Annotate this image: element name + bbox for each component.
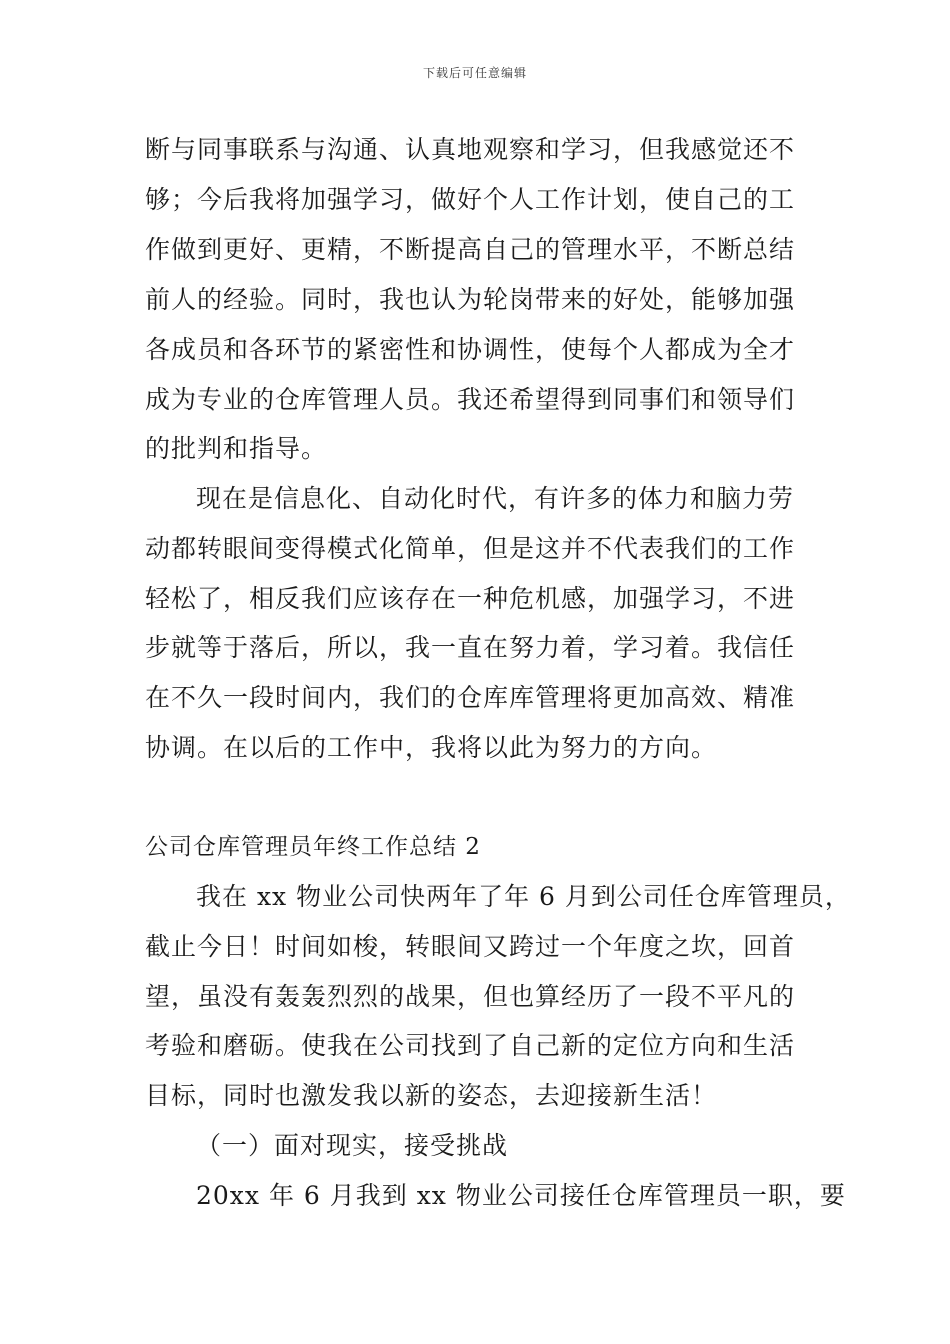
text-line: 够；今后我将加强学习，做好个人工作计划，使自己的工 [145,185,796,214]
text-line: 协调。在以后的工作中，我将以此为努力的方向。 [145,733,718,762]
text-line: 目标，同时也激发我以新的姿态，去迎接新生活！ [145,1081,718,1110]
header-note: 下载后可任意编辑 [422,66,527,80]
text-line: 望，虽没有轰轰烈烈的战果，但也算经历了一段不平凡的 [145,982,796,1011]
text-line: 断与同事联系与沟通、认真地观察和学习，但我感觉还不 [145,135,796,164]
text-line: 各成员和各环节的紧密性和协调性，使每个人都成为全才 [145,335,796,364]
section-title: 公司仓库管理员年终工作总结 2 [145,834,481,860]
subheading: （一）面对现实，接受挑战 [196,1131,509,1160]
text-line: 20xx 年 6 月我到 xx 物业公司接任仓库管理员一职，要 [196,1181,846,1210]
text-line: 现在是信息化、自动化时代，有许多的体力和脑力劳 [196,484,795,513]
text-line: 的批判和指导。 [145,434,328,463]
text-line: 轻松了，相反我们应该存在一种危机感，加强学习，不进 [145,584,796,613]
text-line: 截止今日！时间如梭，转眼间又跨过一个年度之坎，回首 [145,932,796,961]
text-line: 成为专业的仓库管理人员。我还希望得到同事们和领导们 [145,385,796,414]
text-line: 我在 xx 物业公司快两年了年 6 月到公司任仓库管理员， [196,882,851,911]
text-line: 考验和磨砺。使我在公司找到了自己新的定位方向和生活 [145,1031,796,1060]
text-line: 在不久一段时间内，我们的仓库库管理将更加高效、精准 [145,683,796,712]
text-line: 动都转眼间变得模式化简单，但是这并不代表我们的工作 [145,534,796,563]
text-line: 前人的经验。同时，我也认为轮岗带来的好处，能够加强 [145,285,796,314]
text-line: 步就等于落后，所以，我一直在努力着，学习着。我信任 [145,633,796,662]
text-line: 作做到更好、更精，不断提高自己的管理水平，不断总结 [145,235,796,264]
